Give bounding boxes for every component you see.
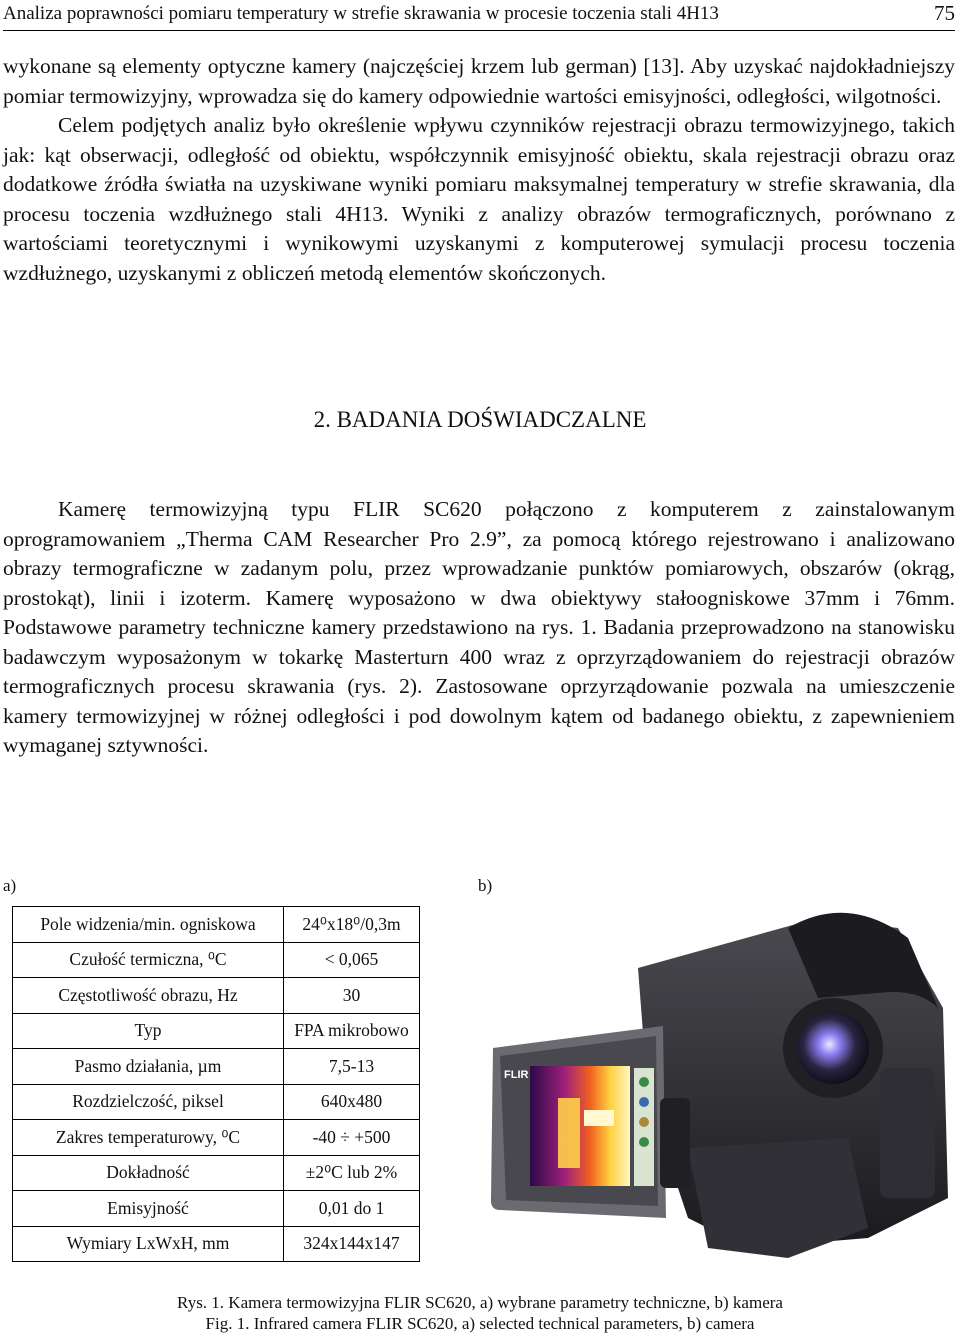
- section-text: [3, 495, 955, 761]
- parameter-value: 640x480: [284, 1084, 420, 1120]
- parameter-value: 30: [284, 978, 420, 1014]
- table-row: [13, 1049, 420, 1085]
- camera-side-panel: [880, 1068, 935, 1198]
- table-row: [13, 1191, 420, 1227]
- table-row: [13, 1084, 420, 1120]
- table-row: [13, 1226, 420, 1262]
- page-number: 75: [934, 1, 955, 25]
- camera-image: [488, 898, 955, 1278]
- parameter-name: Typ: [13, 1013, 284, 1049]
- parameter-value: -40 ÷ +500: [284, 1120, 420, 1156]
- parameter-name: Pole widzenia/min. ogniskowa: [13, 907, 284, 943]
- parameter-value: 24⁰x18⁰/0,3m: [284, 907, 420, 943]
- table-row: [13, 907, 420, 943]
- caption-polish: Rys. 1. Kamera termowizyjna FLIR SC620, a) wybrane parametry techniczne, b) kamera: [177, 1293, 783, 1312]
- figure-label-b: b): [478, 876, 493, 895]
- parameter-name: Wymiary LxWxH, mm: [13, 1226, 284, 1262]
- parameter-name: Częstotliwość obrazu, Hz: [13, 978, 284, 1014]
- parameter-value: FPA mikrobowo: [284, 1013, 420, 1049]
- running-header: [3, 0, 955, 31]
- parameter-value: 7,5-13: [284, 1049, 420, 1085]
- table-row: [13, 978, 420, 1014]
- parameter-name: Czułość termiczna, ⁰C: [13, 942, 284, 978]
- intro-paragraph-1: wykonane są elementy optyczne kamery (najczęściej krzem lub german) [13]. Aby uzyskać najdokładniejszy pomiar termowizyjny, wprowadza się do kamery odpowiednie wartości emisyjności, odległości, wilgotności.: [3, 54, 955, 108]
- parameter-value: 324x144x147: [284, 1226, 420, 1262]
- table-row: [13, 942, 420, 978]
- section-heading: 2. BADANIA DOŚWIADCZALNE: [313, 407, 647, 432]
- header-title: Analiza poprawności pomiaru temperatury w strefie skrawania w procesie toczenia stali 4H13: [3, 3, 719, 24]
- parameter-name: Dokładność: [13, 1155, 284, 1191]
- table-row: [13, 1155, 420, 1191]
- parameter-value: 0,01 do 1: [284, 1191, 420, 1227]
- caption-english: Fig. 1. Infrared camera FLIR SC620, a) selected technical parameters, b) camera: [205, 1314, 755, 1333]
- table-row: [13, 1013, 420, 1049]
- parameter-value: < 0,065: [284, 942, 420, 978]
- parameter-value: ±2⁰C lub 2%: [284, 1155, 420, 1191]
- parameters-table: [12, 906, 420, 1262]
- section-paragraph: Kamerę termowizyjną typu FLIR SC620 połączono z komputerem z zainstalowanym oprogramowaniem „Therma CAM Researcher Pro 2.9”, za pomocą którego rejestrowano i analizowano obrazy termograficzne w zadanym polu, przez wprowadzanie punktów pomiarowych, obszarów (okrąg, prostokąt), linii i izoterm. Kamerę wyposażono w dwa obiektywy stałoogniskowe 37mm i 76mm. Podstawowe parametry techniczne kamery przedstawiono na rys. 1. Badania przeprowadzono na stanowisku badawczym wyposażonym w tokarkę Masterturn 400 wraz z oprzyrządowaniem do rejestracji obrazów termograficznych procesu skrawania (rys. 2). Zastosowane oprzyrządowanie pozwala na umieszczenie kamery termowizyjnej w różnej odległości i pod dowolnym kątem od badanego obiektu, z zapewnieniem wymaganej sztywności.: [3, 497, 955, 757]
- parameter-name: Pasmo działania, µm: [13, 1049, 284, 1085]
- screen-hinge: [660, 1098, 690, 1188]
- flir-logo: FLIR: [504, 1069, 529, 1081]
- intro-text: [3, 52, 955, 288]
- table-row: [13, 1120, 420, 1156]
- parameter-name: Rozdzielczość, piksel: [13, 1084, 284, 1120]
- parameter-name: Emisyjność: [13, 1191, 284, 1227]
- lens-icon: [797, 1012, 869, 1084]
- intro-paragraph-2: Celem podjętych analiz było określenie wpływu czynników rejestracji obrazu termowizyjnego, takich jak: kąt obserwacji, odległość od obiektu, współczynnik emisyjność obiektu, skala rejestracji obrazu oraz dodatkowe źródła światła na uzyskiwane wyniki pomiaru maksymalnej temperatury w strefie skrawania, dla procesu toczenia wzdłużnego stali 4H13. Wyniki z analizy obrazów termograficznych, porównano z wartościami teoretycznymi i wynikowymi uzyskanymi z komputerowej symulacji procesu toczenia wzdłużnego, uzyskanymi z obliczeń metodą elementów skończonych.: [3, 113, 955, 285]
- figure-label-a: a): [3, 876, 17, 895]
- parameter-name: Zakres temperaturowy, ⁰C: [13, 1120, 284, 1156]
